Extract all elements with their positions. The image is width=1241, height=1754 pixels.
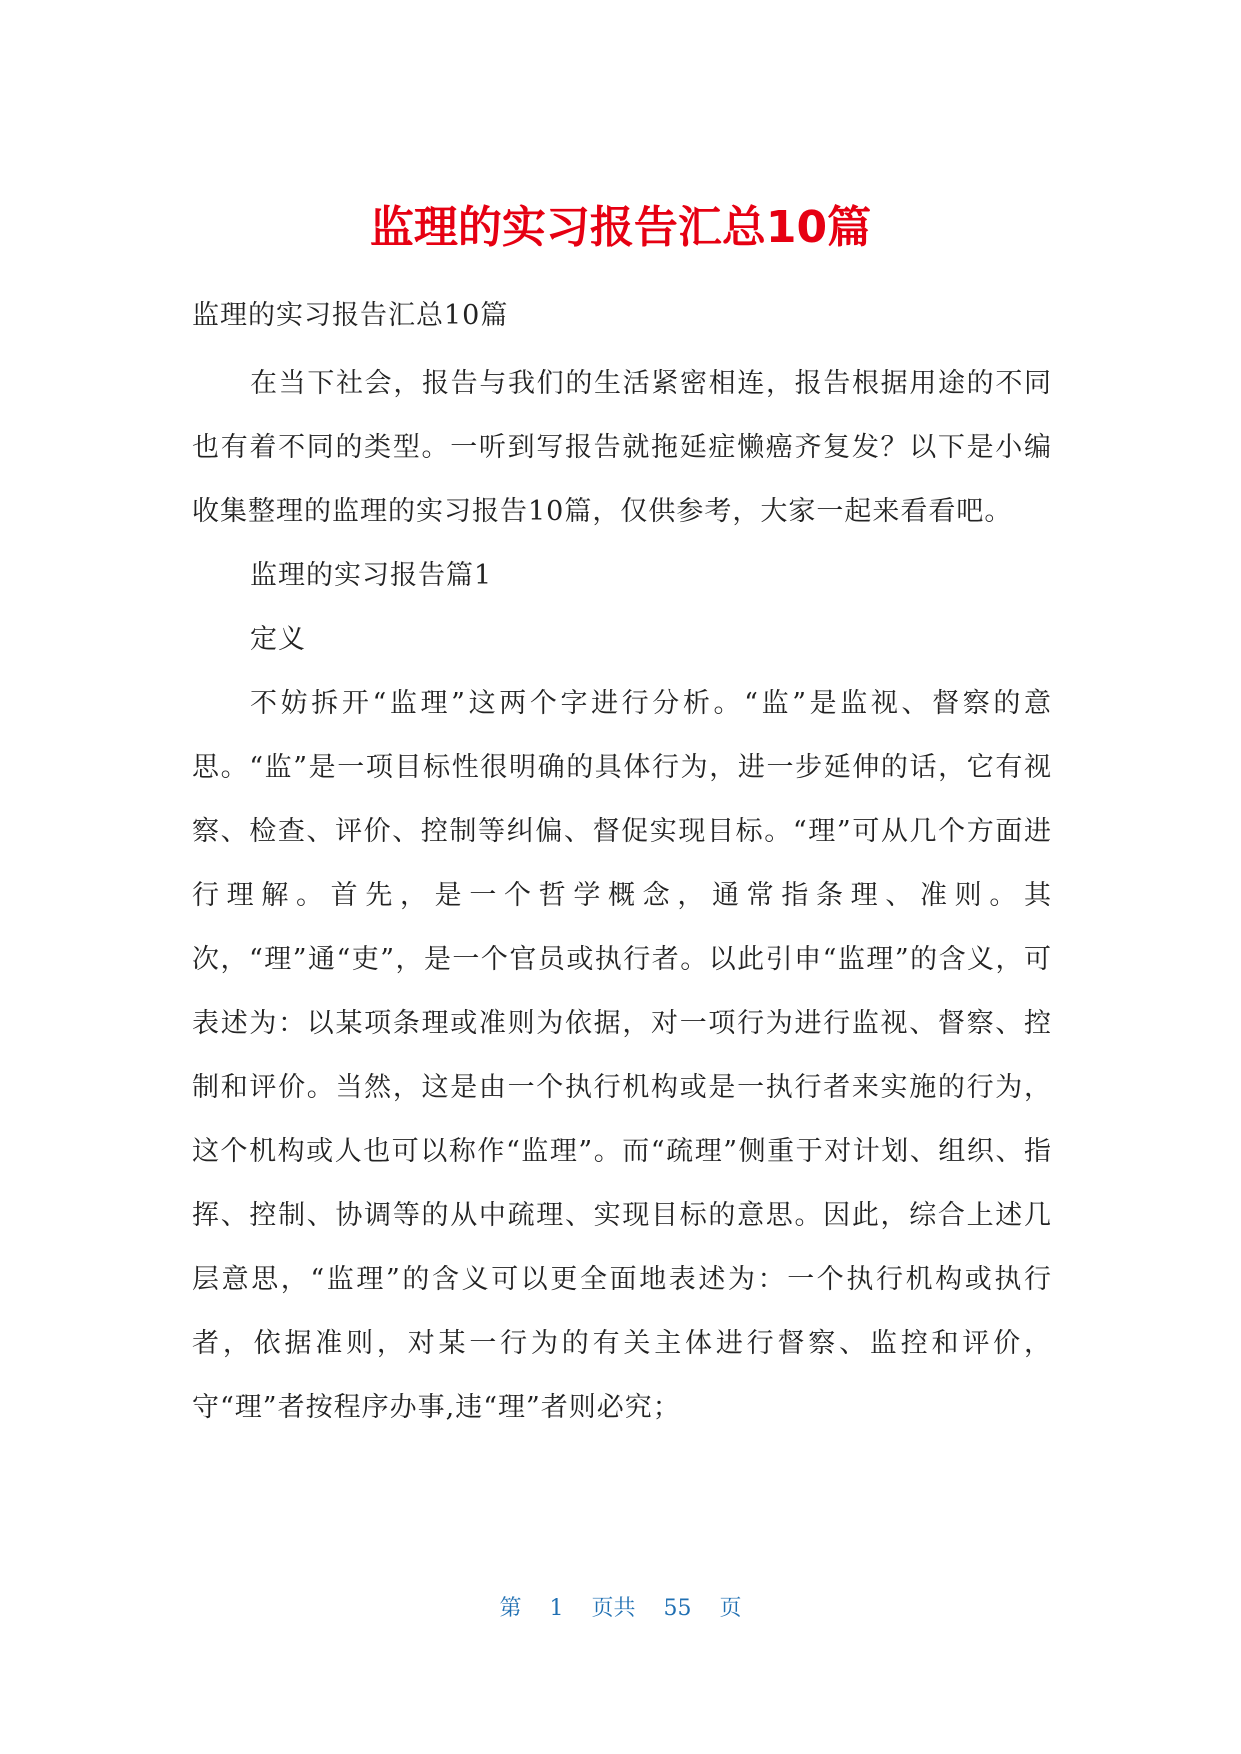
document-body [192,284,1052,1440]
footer-page-number: 1 [549,1596,564,1621]
intro-paragraph: 在当下社会，报告与我们的生活紧密相连，报告根据用途的不同也有着不同的类型。一听到写报告就拖延症懒癌齐复发？以下是小编收集整理的监理的实习报告10篇，仅供参考，大家一起来看看吧。 [192,368,1052,527]
document-title: 监理的实习报告汇总10篇 [369,202,872,253]
footer-label-page: 第 [499,1596,522,1621]
document-subtitle: 监理的实习报告汇总10篇 [192,300,509,331]
section-heading: 监理的实习报告篇1 [250,560,493,591]
page-footer [0,1594,1241,1624]
definition-paragraph: 不妨拆开“监理”这两个字进行分析。“监”是监视、督察的意思。“监”是一项目标性很明确的具体行为，进一步延伸的话，它有视察、检查、评价、控制等纠偏、督促实现目标。“理”可从几个方面进行理解。首先，是一个哲学概念，通常指条理、准则。其次，“理”通“吏”，是一个官员或执行者。以此引申“监理”的含义，可表述为：以某项条理或准则为依据，对一项行为进行监视、督察、控制和评价。当然，这是由一个执行机构或是一执行者来实施的行为，这个机构或人也可以称作“监理”。而“疏理”侧重于对计划、组织、指挥、控制、协调等的从中疏理、实现目标的意思。因此，综合上述几层意思，“监理”的含义可以更全面地表述为：一个执行机构或执行者，依据准则，对某一行为的有关主体进行督察、监控和评价，守“理”者按程序办事,违“理”者则必究； [192,688,1052,1423]
footer-label-total: 页共 [591,1596,636,1621]
footer-label-end: 页 [719,1596,742,1621]
definition-heading: 定义 [250,624,306,655]
footer-total-pages: 55 [663,1596,692,1621]
